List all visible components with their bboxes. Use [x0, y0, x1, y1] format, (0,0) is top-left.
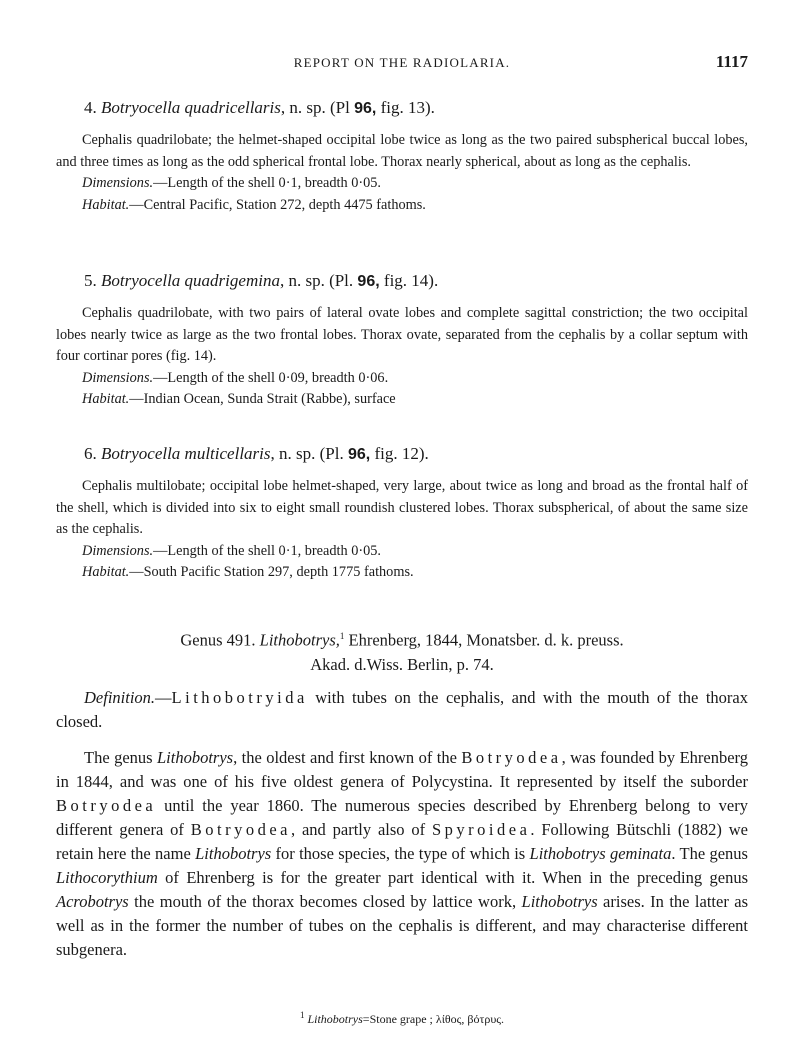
definition-text: with tubes on the cephalis, and with the mouth of the thorax closed.	[56, 688, 748, 731]
habitat-label: Habitat.	[82, 391, 130, 407]
habitat-label: Habitat.	[82, 564, 130, 580]
species-heading	[84, 270, 748, 293]
species-description: Cephalis quadrilobate; the helmet-shaped occipital lobe twice as long as the two paired subspherical buccal lobes, and three times as long as the odd spherical frontal lobe. Thorax nearly spherical, about as long as the cephalis.	[56, 132, 748, 170]
text-run: until the year 1860. The numerous species described by Ehrenberg belong to very different genera of	[56, 796, 748, 839]
footnote	[56, 1010, 748, 1027]
figure-ref: fig. 12).	[374, 444, 429, 463]
text-run: , the oldest and first known of the	[233, 748, 462, 767]
footnote-text: =Stone grape ; λίθος, βότρυς.	[362, 1012, 505, 1026]
species-number: 4.	[84, 98, 97, 117]
spaced-term: Botryodea	[190, 820, 291, 839]
species-entry	[56, 443, 748, 584]
text-run: . Following Bütschli (1882) we retain here the name	[56, 820, 748, 863]
text-run: the mouth of the thorax becomes closed by lattice work,	[128, 892, 522, 911]
text-run: , was founded by Ehrenberg in 1844, and was one of his five oldest genera of Polycystina. It represented by itself the suborder	[56, 748, 748, 791]
species-description: Cephalis multilobate; occipital lobe helmet-shaped, very large, about twice as long and broad as the frontal half of the shell, which is divided into six to eight small roundish clustered lobes. Thorax subspherical, of about the same size as the cephalis.	[56, 478, 748, 537]
italic-term: Lithobotrys	[195, 844, 272, 863]
text-run: arises. In the latter as well as in the former the number of tubes on the cephalis is different, and may characterise different subgenera.	[56, 892, 748, 959]
species-name: Botryocella quadrigemina	[101, 271, 280, 290]
habitat-line	[82, 389, 748, 411]
genus-citation: Ehrenberg, 1844, Monatsber. d. k. preuss.	[348, 630, 624, 650]
footnote-mark: 1	[299, 1010, 305, 1020]
running-head	[56, 52, 748, 74]
text-run: . The genus	[671, 844, 748, 863]
species-status: , n. sp. (Pl	[280, 98, 350, 117]
dimensions-text: —Length of the shell 0·1, breadth 0·05.	[153, 175, 381, 191]
species-status: , n. sp. (Pl.	[279, 271, 354, 290]
footnote-term: Lithobotrys	[307, 1012, 363, 1026]
definition-label: Definition.	[84, 688, 156, 707]
italic-term: Lithobotrys	[156, 748, 234, 767]
dimensions-line	[82, 541, 748, 563]
running-title: REPORT ON THE RADIOLARIA.	[293, 55, 511, 70]
genus-line-1	[56, 624, 748, 653]
species-number: 6.	[84, 444, 97, 463]
species-heading	[84, 97, 748, 120]
dimensions-label: Dimensions.	[82, 369, 154, 386]
plate-number: 96,	[347, 446, 371, 463]
genus-prefix: Genus 491.	[180, 630, 256, 650]
footnote-marker: 1	[339, 631, 345, 641]
habitat-line	[82, 195, 748, 217]
species-status: , n. sp. (Pl.	[270, 444, 344, 463]
genus-discussion-paragraph	[56, 746, 748, 962]
species-entry	[56, 270, 748, 411]
species-entry	[56, 97, 748, 216]
spaced-term: Botryodea	[56, 796, 157, 815]
definition-dash: —	[155, 688, 172, 707]
species-name: Botryocella quadricellaris	[101, 98, 281, 117]
habitat-text: —Indian Ocean, Sunda Strait (Rabbe), surface	[129, 391, 396, 407]
text-run: The genus	[84, 748, 157, 767]
species-description: Cephalis quadrilobate, with two pairs of lateral ovate lobes and complete sagittal constriction; the two occipital lobes nearly twice as large as the two frontal lobes. Thorax ovate, separated from the cephalis by a collar septum with four cortinar pores (fig. 14).	[56, 305, 748, 364]
italic-term: Lithobotrys geminata	[529, 844, 672, 863]
plate-number: 96,	[357, 273, 380, 290]
figure-ref: fig. 13).	[380, 98, 435, 117]
dimensions-text: —Length of the shell 0·1, breadth 0·05.	[153, 542, 381, 559]
figure-ref: fig. 14).	[383, 271, 439, 290]
text-run: for those species, the type of which is	[271, 844, 530, 863]
genus-name: Lithobotrys,	[259, 630, 340, 650]
dimensions-label: Dimensions.	[82, 542, 154, 559]
italic-term: Acrobotrys	[56, 892, 129, 911]
habitat-text: —South Pacific Station 297, depth 1775 fathoms.	[129, 564, 414, 580]
italic-term: Lithobotrys	[521, 892, 598, 911]
dimensions-line	[82, 368, 748, 390]
definition-paragraph	[56, 686, 748, 734]
species-number: 5.	[84, 271, 97, 290]
habitat-line	[82, 562, 748, 584]
text-run: , and partly also of	[291, 820, 432, 839]
italic-term: Lithocorythium	[56, 868, 158, 887]
genus-line-2: Akad. d.Wiss. Berlin, p. 74.	[310, 654, 494, 674]
habitat-label: Habitat.	[82, 196, 130, 213]
genus-heading	[56, 624, 748, 677]
spaced-term: Botryodea	[461, 748, 562, 767]
dimensions-text: —Length of the shell 0·09, breadth 0·06.	[153, 369, 389, 386]
habitat-text: —Central Pacific, Station 272, depth 4475 fathoms.	[129, 196, 426, 213]
plate-number: 96,	[354, 100, 377, 117]
species-name: Botryocella multicellaris	[101, 444, 271, 463]
text-run: of Ehrenberg is for the greater part identical with it. When in the preceding genus	[157, 868, 748, 887]
species-heading	[84, 443, 748, 466]
dimensions-label: Dimensions.	[82, 175, 154, 191]
definition-spaced-term: Lithobotryida	[171, 688, 308, 707]
dimensions-line	[82, 173, 748, 195]
spaced-term: Spyroidea	[432, 820, 531, 839]
page-number: 1117	[715, 52, 748, 71]
